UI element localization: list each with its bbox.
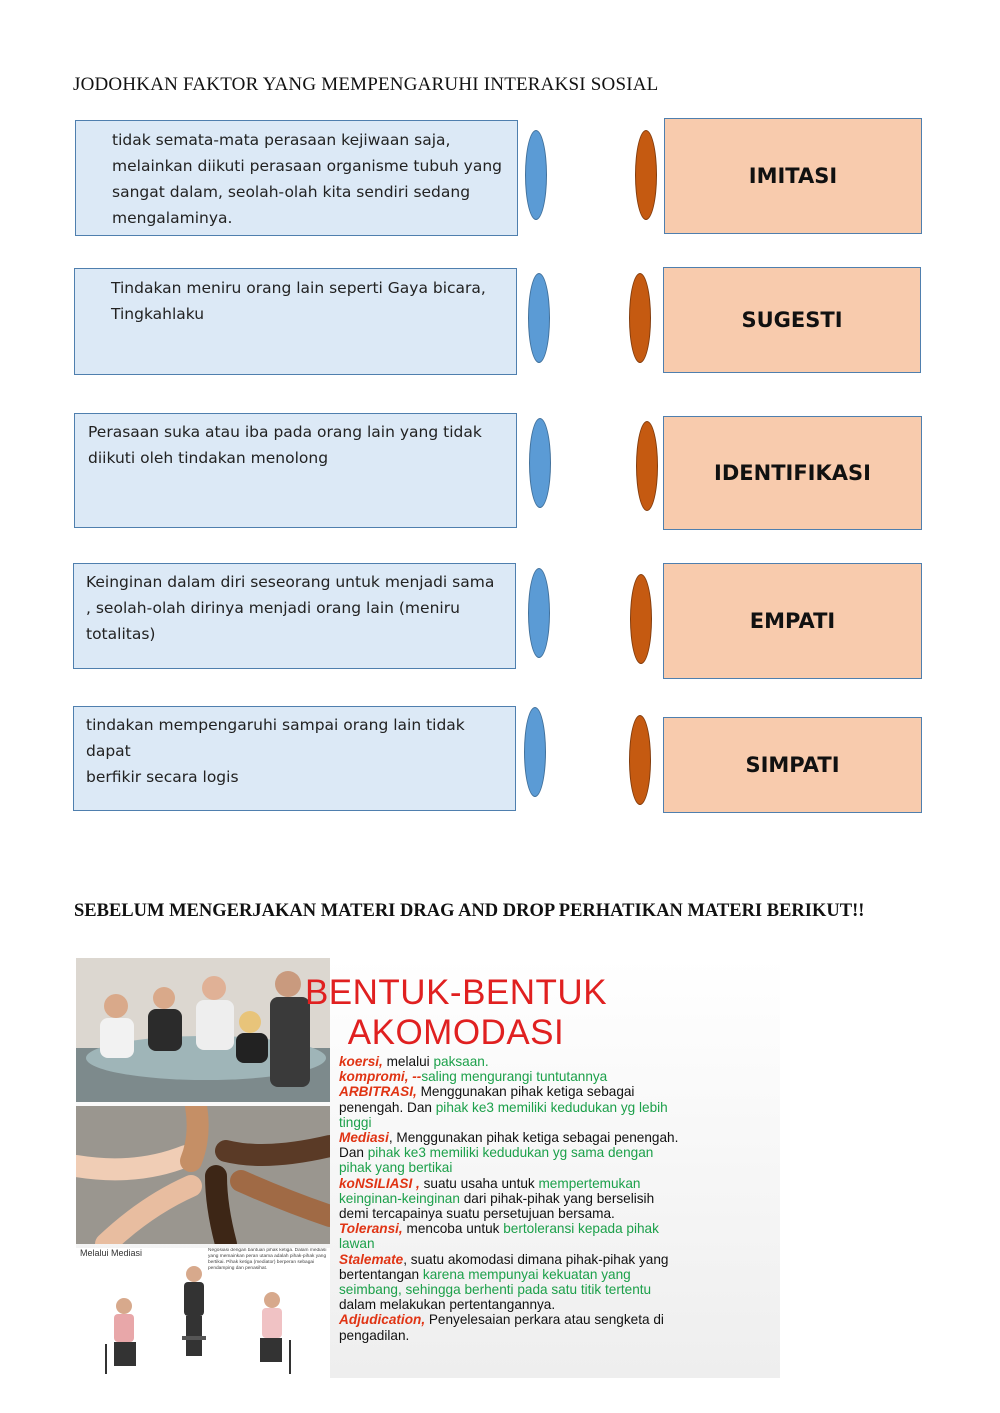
akomodasi-line xyxy=(339,1054,779,1069)
answer-box-sugesti[interactable]: SUGESTI xyxy=(663,267,921,373)
akomodasi-text-segment: , Menggunakan pihak ketiga sebagai penengah. xyxy=(388,1130,679,1146)
question-2-line-2: Tingkahlaku xyxy=(111,305,205,323)
akomodasi-line xyxy=(339,1252,779,1267)
question-1-line-1: tidak semata-mata perasaan kejiwaan saja, xyxy=(112,131,451,149)
akomodasi-line xyxy=(339,1130,779,1145)
akomodasi-text-segment: dalam melakukan pertentangannya. xyxy=(339,1297,556,1313)
question-box-1[interactable] xyxy=(75,120,518,236)
question-4-line-1: Keinginan dalam diri seseorang untuk menjadi sama xyxy=(86,573,495,591)
question-4-line-3: totalitas) xyxy=(86,625,156,643)
section-subtitle: SEBELUM MENGERJAKAN MATERI DRAG AND DROP PERHATIKAN MATERI BERIKUT!! xyxy=(74,901,865,921)
question-box-5[interactable] xyxy=(73,706,516,811)
akomodasi-text-segment: penengah. Dan xyxy=(339,1099,436,1115)
akomodasi-text-segment: mempertemukan xyxy=(538,1175,641,1191)
question-box-2[interactable] xyxy=(74,268,517,375)
akomodasi-line xyxy=(339,1297,779,1312)
akomodasi-text-segment: dari pihak-pihak yang berselisih xyxy=(459,1190,655,1206)
akomodasi-line xyxy=(339,1069,779,1084)
akomodasi-line xyxy=(339,1145,779,1160)
akomodasi-text-segment: lawan xyxy=(339,1236,375,1252)
akomodasi-text-segment: pihak ke3 memiliki kedudukan yg sama dengan xyxy=(367,1145,654,1161)
connector-orange-5[interactable] xyxy=(629,715,651,805)
mediation-photo xyxy=(76,1248,330,1378)
akomodasi-text-segment: demi tercapainya suatu persetujuan bersama. xyxy=(339,1206,615,1222)
akomodasi-text-segment: Penyelesaian perkara atau sengketa di xyxy=(425,1312,664,1328)
mediation-illustration xyxy=(76,1248,330,1378)
akomodasi-line xyxy=(339,1221,779,1236)
connector-orange-1[interactable] xyxy=(635,130,657,220)
akomodasi-text-segment: kompromi, -- xyxy=(339,1069,422,1085)
question-3-line-1: Perasaan suka atau iba pada orang lain yang tidak xyxy=(88,423,482,441)
akomodasi-line xyxy=(339,1267,779,1282)
question-5-line-1: tindakan mempengaruhi sampai orang lain tidak dapat xyxy=(86,716,465,760)
answer-box-identifikasi[interactable]: IDENTIFIKASI xyxy=(663,416,922,530)
akomodasi-line xyxy=(339,1206,779,1221)
connector-blue-2[interactable] xyxy=(528,273,550,363)
akomodasi-text-segment: pengadilan. xyxy=(339,1327,410,1343)
akomodasi-line xyxy=(339,1312,779,1327)
akomodasi-text-segment: bertentangan xyxy=(339,1266,423,1282)
connector-orange-2[interactable] xyxy=(629,273,651,363)
question-2-line-1: Tindakan meniru orang lain seperti Gaya bicara, xyxy=(111,279,486,297)
akomodasi-text-segment: , suatu akomodasi dimana pihak-pihak yang xyxy=(403,1251,669,1267)
akomodasi-text-segment: koersi, xyxy=(339,1054,383,1069)
akomodasi-text-segment: suatu usaha untuk xyxy=(419,1175,539,1191)
question-1-line-2: melainkan diikuti perasaan organisme tubuh yang xyxy=(112,157,503,175)
hands-photo xyxy=(76,1106,330,1244)
akomodasi-text-segment: tinggi xyxy=(339,1114,372,1130)
answer-box-simpati[interactable]: SIMPATI xyxy=(663,717,922,813)
question-3-line-2: diikuti oleh tindakan menolong xyxy=(88,449,329,467)
akomodasi-text-segment: ARBITRASI, xyxy=(339,1084,417,1100)
akomodasi-text-segment: seimbang, sehingga berhenti pada satu titik tertentu xyxy=(339,1282,652,1298)
question-1-line-3: sangat dalam, seolah-olah kita sendiri sedang xyxy=(112,183,471,201)
figure-title-line-2: AKOMODASI xyxy=(347,1013,565,1052)
akomodasi-text-segment: saling mengurangi tuntutannya xyxy=(421,1069,608,1085)
connector-blue-1[interactable] xyxy=(525,130,547,220)
akomodasi-line xyxy=(339,1191,779,1206)
akomodasi-text-segment: Mediasi xyxy=(339,1130,389,1146)
akomodasi-line xyxy=(339,1176,779,1191)
question-box-3[interactable] xyxy=(74,413,517,528)
question-5-line-2: berfikir secara logis xyxy=(86,768,239,786)
answer-box-empati[interactable]: EMPATI xyxy=(663,563,922,679)
akomodasi-line xyxy=(339,1084,779,1099)
akomodasi-text-segment: pihak ke3 memiliki kedudukan yg lebih xyxy=(435,1099,668,1115)
connector-blue-4[interactable] xyxy=(528,568,550,658)
akomodasi-text-segment: karena mempunyai kekuatan yang xyxy=(422,1266,631,1282)
akomodasi-text-segment: pihak yang bertikai xyxy=(339,1160,453,1176)
akomodasi-line xyxy=(339,1160,779,1175)
connector-blue-5[interactable] xyxy=(524,707,546,797)
akomodasi-list xyxy=(339,1054,779,1343)
answer-box-imitasi[interactable]: IMITASI xyxy=(664,118,922,234)
akomodasi-text-segment: koNSILIASI , xyxy=(339,1175,420,1191)
question-4-line-2: , seolah-olah dirinya menjadi orang lain (meniru xyxy=(86,599,460,617)
akomodasi-line xyxy=(339,1282,779,1297)
akomodasi-text-segment: melalui xyxy=(382,1054,434,1069)
connector-orange-4[interactable] xyxy=(630,574,652,664)
mediation-caption: Melalui Mediasi xyxy=(80,1248,143,1258)
akomodasi-line xyxy=(339,1115,779,1130)
akomodasi-text-segment: Menggunakan pihak ketiga sebagai xyxy=(416,1084,635,1100)
akomodasi-text-segment: keinginan-keinginan xyxy=(339,1190,460,1206)
question-1-line-4: mengalaminya. xyxy=(112,209,233,227)
connector-orange-3[interactable] xyxy=(636,421,658,511)
akomodasi-figure xyxy=(76,958,780,1378)
mediation-note: Negosiasi dengan bantuan pihak ketiga. Dalam mediasi yang memainkan peran utama adalah pihak-pihak yang bertikai. Pihak ketiga (mediator) berperan sebagai pendamping dan penasihat. xyxy=(208,1248,327,1271)
akomodasi-text-segment: Toleransi, xyxy=(339,1221,403,1237)
akomodasi-text-segment: paksaan. xyxy=(433,1054,489,1069)
akomodasi-text-segment: mencoba untuk xyxy=(402,1221,504,1237)
page-title: JODOHKAN FAKTOR YANG MEMPENGARUHI INTERAKSI SOSIAL xyxy=(73,74,659,95)
question-box-4[interactable] xyxy=(73,563,516,669)
akomodasi-text-segment: bertoleransi kepada pihak xyxy=(503,1221,659,1237)
akomodasi-line xyxy=(339,1100,779,1115)
figure-title-line-1: BENTUK-BENTUK xyxy=(304,973,608,1012)
akomodasi-text-segment: Adjudication, xyxy=(339,1312,426,1328)
connector-blue-3[interactable] xyxy=(529,418,551,508)
akomodasi-line xyxy=(339,1236,779,1251)
akomodasi-text-segment: Stalemate xyxy=(339,1251,404,1267)
akomodasi-line xyxy=(339,1328,779,1343)
akomodasi-text-segment: Dan xyxy=(339,1145,368,1161)
hands-illustration xyxy=(76,1106,330,1244)
